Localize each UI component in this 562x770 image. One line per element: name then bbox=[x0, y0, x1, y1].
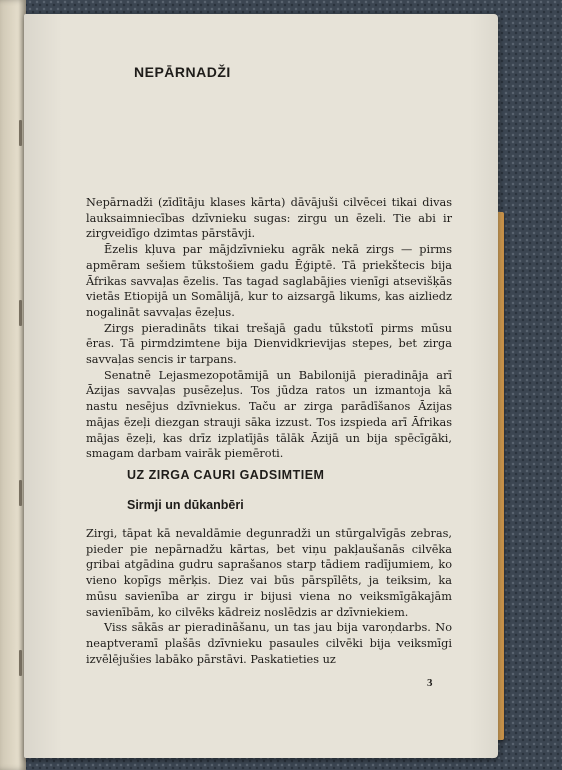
intro-text bbox=[86, 195, 452, 462]
subsection-title: Sirmji un dūkanbēri bbox=[127, 498, 244, 512]
paragraph: Senatnē Lejasmezopotāmijā un Babilonijā pieradināja arī Āzijas savvaļas pusēzeļus. Tos jūdza ratos un izmantoja kā nastu nesējus dzīvniekus. Taču ar zirga parādīšanos Āzijas mājas ēzeļi diezgan strauji sāka izzust. Tos izspieda arī Āfrikas mājas ēzeļi, kas drīz izplatījās tālāk Āzijā un bija spēcīgāki, smagam darbam vairāk piemēroti. bbox=[86, 368, 452, 461]
binding-stitch bbox=[19, 120, 22, 146]
section-title: UZ ZIRGA CAURI GADSIMTIEM bbox=[127, 468, 325, 482]
paragraph: Ēzelis kļuva par mājdzīvnieku agrāk nekā zirgs — pirms apmēram sešiem tūkstošiem gadu Ēģiptē. Tā priekštecis bija Āfrikas savvaļas ēzelis. Tas tagad saglabājies vienīgi atsevišķās vietās Etiopijā un Somālijā, kur to aizsargā likums, kas aizliedz nogalināt savvaļas ēzeļus. bbox=[86, 243, 452, 319]
page-number: 3 bbox=[427, 677, 433, 689]
section-text bbox=[86, 526, 452, 667]
paragraph: Viss sākās ar pieradināšanu, un tas jau bija varoņdarbs. No neaptveramī plašās dzīvnieku pasaules cilvēki bija veiksmīgi izvēlējušies labāko pārstāvi. Paskatieties uz bbox=[86, 621, 452, 666]
paragraph: Zirgi, tāpat kā nevaldāmie degunradži un stūrgalvīgās zebras, pieder pie nepārnadžu kārtas, bet viņu pakļaušanās cilvēka gribai atgādina gudru saprašanos starp tādiem radījumiem, ko vieno kopīgs mērķis. Diez vai būs pārspīlēts, ja teiksim, ka mūsu savienība ar zirgu ir bijusi viena no veiksmīgākajām savienībām, ko cilvēks kādreiz noslēdzis ar dzīvniekiem. bbox=[86, 527, 452, 619]
binding-stitch bbox=[19, 650, 22, 676]
binding-stitch bbox=[19, 300, 22, 326]
chapter-title: NEPĀRNADŽI bbox=[134, 64, 231, 80]
binding-stitch bbox=[19, 480, 22, 506]
paragraph: Zirgs pieradināts tikai trešajā gadu tūkstotī pirms mūsu ēras. Tā pirmdzimtene bija Dienvidkrievijas stepes, bet zirga savvaļas sencis ir tarpans. bbox=[86, 321, 452, 367]
book-page bbox=[24, 14, 498, 758]
facing-page-edge bbox=[0, 0, 26, 770]
paragraph: Nepārnadži (zīdītāju klases kārta) dāvājuši cilvēcei tikai divas lauksaimniecības dzīvnieku sugas: zirgu un ēzeli. Tie abi ir zirgveidīgo dzimtas pārstāvji. bbox=[86, 196, 452, 241]
